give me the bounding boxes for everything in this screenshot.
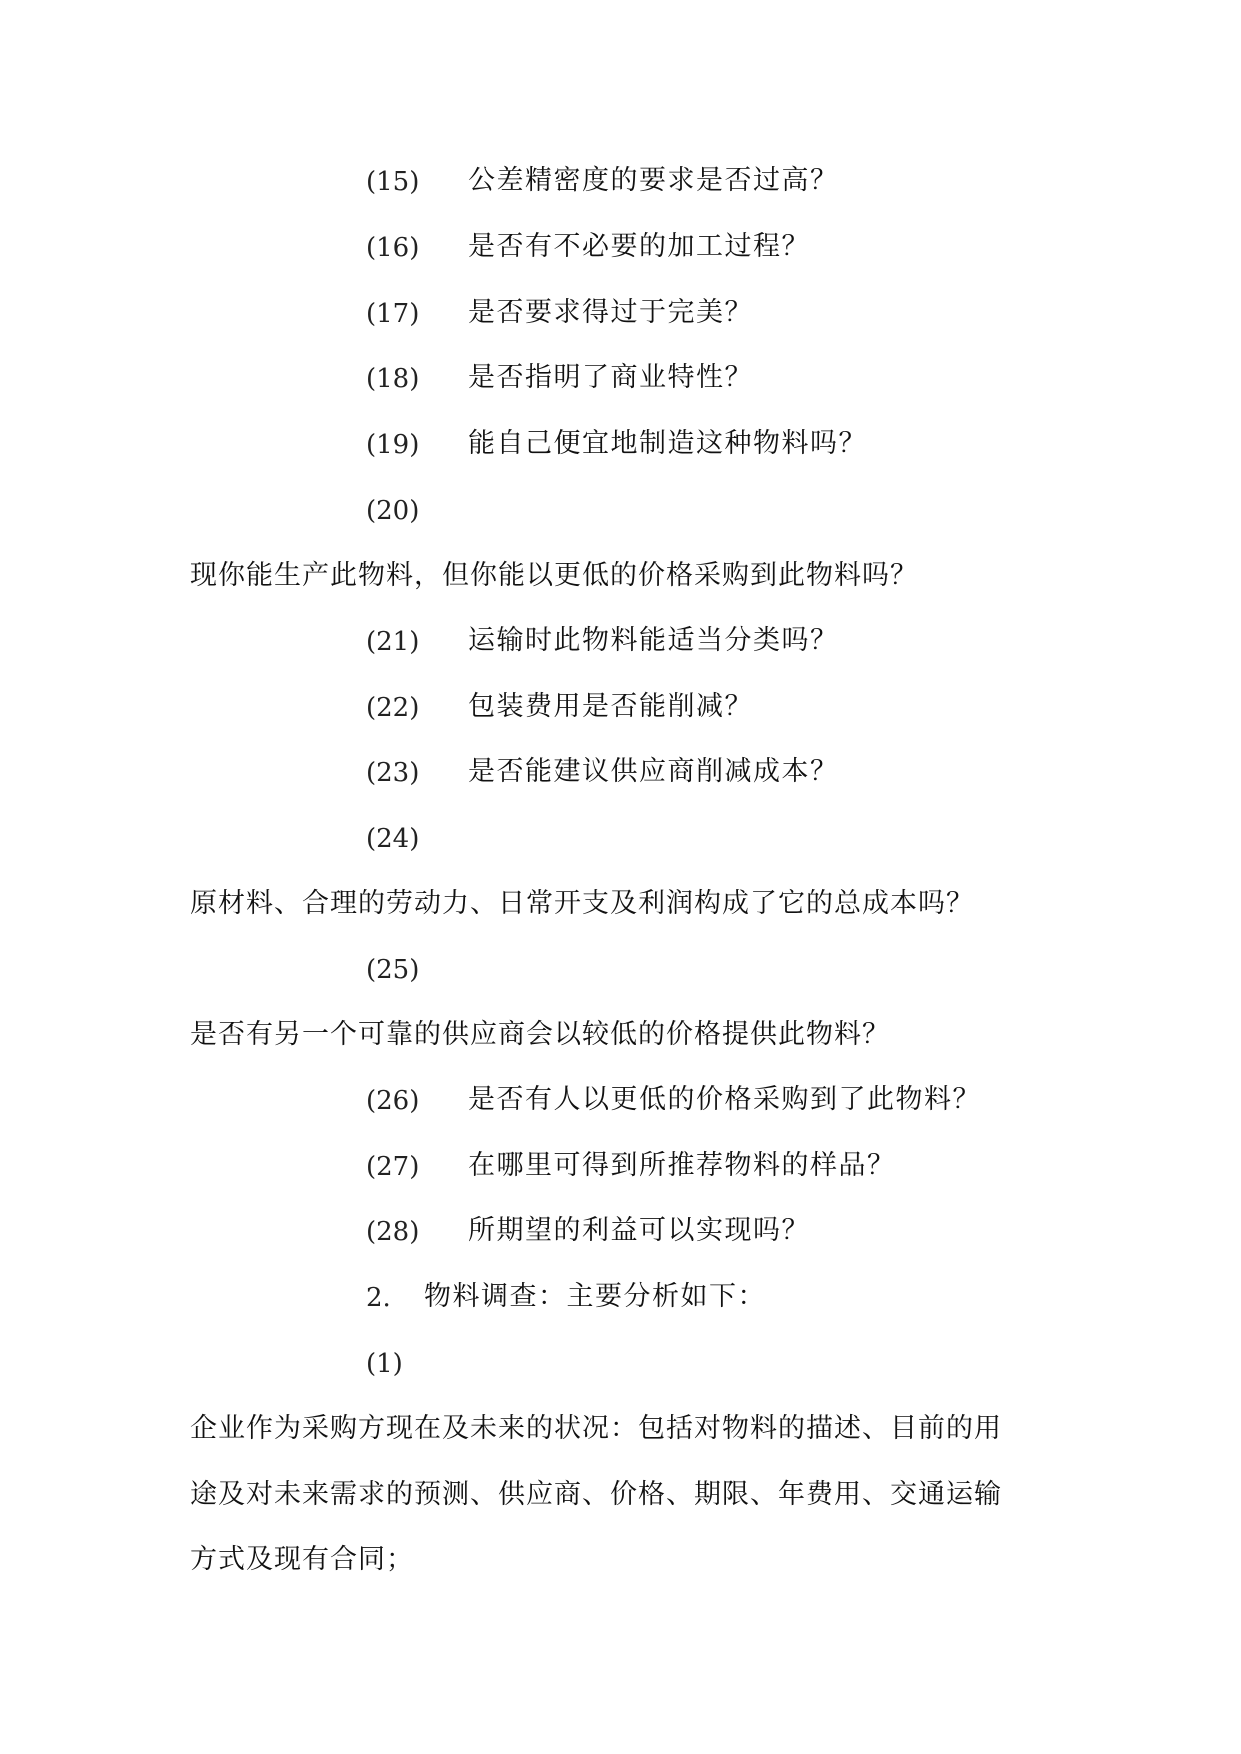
item-continuation-text: 原材料、合理的劳动力、日常开支及利润构成了它的总成本吗？ <box>190 888 974 919</box>
item-number: (21) <box>366 627 420 657</box>
item-text: 是否能建议供应商削减成本？ <box>468 756 839 787</box>
item-number: (26) <box>366 1086 420 1116</box>
section-number: 2. <box>366 1283 391 1313</box>
item-text: 是否指明了商业特性？ <box>468 362 753 393</box>
paragraph-line: 途及对未来需求的预测、供应商、价格、期限、年费用、交通运输 <box>190 1479 1002 1510</box>
item-number: (15) <box>366 167 420 197</box>
item-continuation-text: 是否有另一个可靠的供应商会以较低的价格提供此物料？ <box>190 1019 890 1050</box>
item-number: (27) <box>366 1152 420 1182</box>
item-text: 是否有人以更低的价格采购到了此物料？ <box>468 1084 981 1115</box>
item-number: (25) <box>366 955 420 985</box>
item-text: 是否要求得过于完美？ <box>468 297 753 328</box>
item-text: 在哪里可得到所推荐物料的样品？ <box>468 1150 896 1181</box>
item-text: 是否有不必要的加工过程？ <box>468 231 810 262</box>
item-number: (19) <box>366 430 420 460</box>
section-heading: 物料调查：主要分析如下： <box>424 1281 766 1312</box>
sub-item-number: (1) <box>366 1349 403 1379</box>
paragraph-line: 企业作为采购方现在及未来的状况：包括对物料的描述、目前的用 <box>190 1413 1002 1444</box>
item-number: (24) <box>366 824 420 854</box>
item-number: (17) <box>366 299 420 329</box>
paragraph-line: 方式及现有合同； <box>190 1544 414 1575</box>
item-number: (23) <box>366 758 420 788</box>
item-text: 包装费用是否能削减？ <box>468 691 753 722</box>
item-number: (16) <box>366 233 420 263</box>
item-text: 公差精密度的要求是否过高？ <box>468 165 839 196</box>
item-continuation-text: 现你能生产此物料，但你能以更低的价格采购到此物料吗？ <box>190 560 918 591</box>
item-number: (20) <box>366 496 420 526</box>
item-text: 所期望的利益可以实现吗？ <box>468 1215 810 1246</box>
item-number: (18) <box>366 364 420 394</box>
item-text: 能自己便宜地制造这种物料吗？ <box>468 428 867 459</box>
item-number: (22) <box>366 693 420 723</box>
item-text: 运输时此物料能适当分类吗？ <box>468 625 839 656</box>
item-number: (28) <box>366 1217 420 1247</box>
